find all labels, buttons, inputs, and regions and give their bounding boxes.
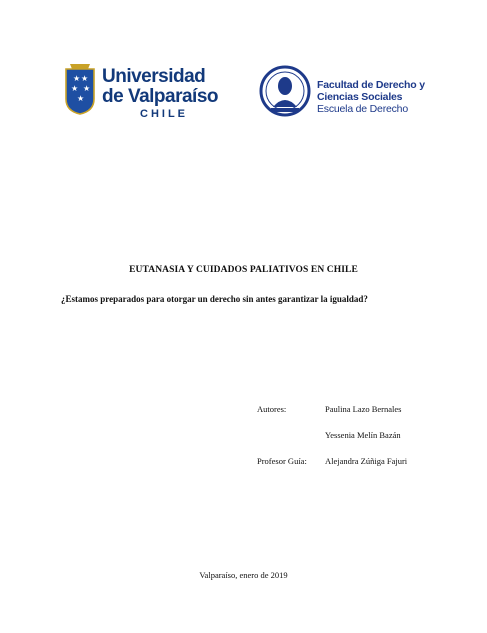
- document-subtitle: ¿Estamos preparados para otorgar un derecho sin antes garantizar la igualdad?: [61, 294, 368, 304]
- author-1: Paulina Lazo Bernales: [325, 404, 402, 414]
- faculty-name-line1: Facultad de Derecho y: [317, 79, 425, 91]
- university-name-line1: Universidad: [102, 66, 206, 87]
- advisor-label: Profesor Guía:: [257, 456, 307, 466]
- svg-text:★: ★: [71, 84, 79, 93]
- university-country: CHILE: [140, 108, 188, 120]
- svg-text:★: ★: [81, 74, 89, 83]
- university-name-line2: de Valparaíso: [102, 86, 219, 107]
- university-shield-icon: [64, 61, 96, 115]
- faculty-school: Escuela de Derecho: [317, 103, 408, 115]
- facultad-derecho-logo: [259, 65, 429, 120]
- advisor-name: Alejandra Zúñiga Fajuri: [325, 456, 408, 466]
- author-2: Yessenia Melín Bazán: [325, 430, 401, 440]
- svg-text:★: ★: [83, 84, 91, 93]
- authors-label: Autores:: [257, 404, 287, 414]
- faculty-name-line2: Ciencias Sociales: [317, 91, 403, 103]
- place-date: Valparaíso, enero de 2019: [199, 570, 288, 580]
- svg-text:★: ★: [77, 94, 85, 103]
- svg-text:★: ★: [73, 74, 81, 83]
- faculty-wordmark: [317, 79, 425, 115]
- faculty-emblem-icon: [259, 65, 311, 117]
- university-wordmark: [102, 67, 218, 120]
- document-title: EUTANASIA Y CUIDADOS PALIATIVOS EN CHILE: [129, 265, 358, 275]
- universidad-valparaiso-logo: [64, 61, 219, 123]
